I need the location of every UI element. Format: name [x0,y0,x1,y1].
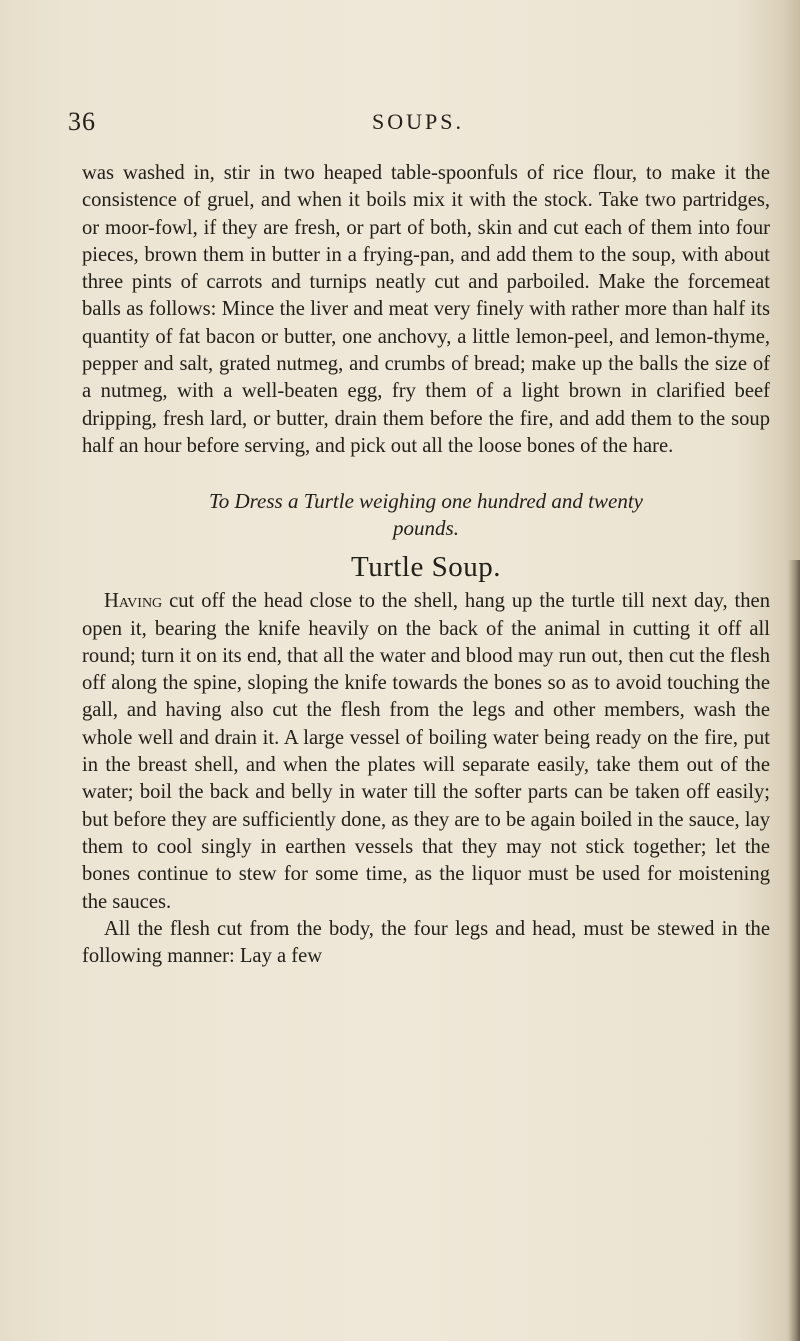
section-title-line-1: To Dress a Turtle weighing one hundred and twenty [208,489,643,514]
page-header [68,107,768,147]
paragraph-text: cut off the head close to the shell, hang up the turtle till next day, then open it, bearing the knife heavily on the back of the animal in cutting it off all round; turn it on its end, that all the water and blood may run out, then cut the flesh off along the spine, sloping the knife towards the bones so as to avoid touching the gall, and having also cut the flesh from the legs and other members, wash the whole well and drain it. A large vessel of boiling water being ready on the fire, put in the breast shell, and when the plates will separate easily, take them out of the water; boil the back and belly in water till the softer parts can be taken off easily; but before they are sufficiently done, as they are to be again boiled in the sauce, lay them to cool singly in earthen vessels that they may not stick together; let the bones continue to stew for some time, as the liquor must be used for moistening the sauces. [82,590,770,913]
page-body [82,160,770,970]
page-edge-shadow [788,560,800,1341]
section-title [82,488,770,542]
page-number: 36 [68,107,96,136]
paragraph-continued: was washed in, stir in two heaped table-spoonfuls of rice flour, to make it the consistence of gruel, and when it boils mix it with the stock. Take two partridges, or moor-fowl, if they are fresh, or part of both, skin and cut each of them into four pieces, brown them in butter in a frying-pan, and add them to the soup, with about three pints of carrots and turnips neatly cut and parboiled. Make the forcemeat balls as follows: Mince the liver and meat very finely with rather more than half its quantity of fat bacon or butter, one anchovy, a little lemon-peel, and lemon-thyme, pepper and salt, grated nutmeg, and crumbs of bread; make up the balls the size of a nutmeg, with a well-beaten egg, fry them of a light brown in clarified beef dripping, fresh lard, or butter, drain them before the fire, and add them to the soup half an hour before serving, and pick out all the loose bones of the hare. [82,162,770,457]
paragraph-lead-word: Having [104,590,163,613]
running-head: SOUPS. [372,109,464,134]
paragraph-turtle-preparation [82,588,770,916]
section-heading: Turtle Soup. [351,551,501,584]
paragraph-stewing: All the flesh cut from the body, the four legs and head, must be stewed in the following manner: Lay a few [82,917,770,968]
section-title-line-2: pounds. [393,516,459,541]
